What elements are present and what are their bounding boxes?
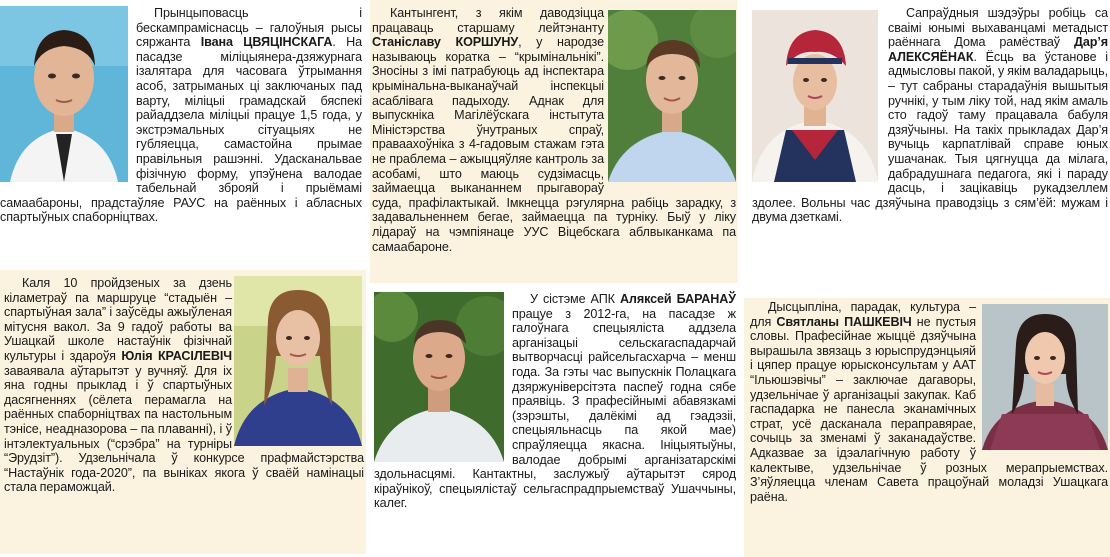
profile-text-yulia: Каля 10 пройдзеных за дзень кіламетраў па маршруце “стадыён – спартыўная зала” і заўсёды ажыўленая мітусня вакол. За 9 гадоў работы ва Ушацкай школе настаўнік фізічнай культуры і здароўя Юлія КРАСІЛЕВІЧ заваявала аўтарытэт у вучняў. Для іх яна годны прыклад і ў спартыўных дасягненнях (сёлета перамагла на раённых спаборніцтвах па настольным тэнісе, неадназорова – па плаванні), і ў інтэлектуальных (“срэбра” на турніры “Эрудзіт”). Удзельнічала ў конкурсе прафмайстэрства “Настаўнік года-2020”, па выніках якога ў сваёй намінацыі стала пераможцай. <box>4 276 364 495</box>
person-name: Івана ЦВЯЦІНСКАГА <box>200 35 333 50</box>
profile-text-darya: Сапраўдныя шэдэўры робіць са сваімі юнымі выхаванцамі метадыст раённага Дома рамёстваў Дар’я АЛЕКСЯЁНАК. Ёсць ва ўстанове і адмысловы пакой, у якім валадарыць, – тут сабраны старадаўнія вышытыя ручнікі, у тым ліку той, над якім амаль сто гадоў таму працавала бабуля дзяўчыны. На такіх прыкладах Дар’я вучыць карпатлівай справе юных ушачанак. Тыя цягнуцца да мілага, дабрадушнага педагога, які і параду дасць, і зацікавіць рукадзеллем здолее. Вольны час дзяўчына праводзіць з сям’ёй: мужам і двума дзеткамі. <box>752 6 1108 225</box>
profile-yulia <box>0 270 366 554</box>
profile-text-aliaksei: У сістэме АПК Аляксей БАРАНАЎ працуе з 2012-га, на пасадзе ж галоўнага спецыяліста аддзела арганізацыі сельскагаспадарчай вытворчасці райсельгасхарча – менш года. За гэты час выпускнік Полацкага дзяржуніверсітэта паспеў годна сябе праявіць. З прафесійнымі абавязкамі (зэрэшты, далёкімі ад гэадэзіі, спецыяльнасць па якой мае) спраўляецца якасна. Ініцыятыўны, валодае добрымі арганізатарскімі здольнасцямі. Кантактны, заслужыў аўтарытэт сярод кіраўнікоў, спецыялістаў сельгаспрадпрыемстваў Ушаччыны, калег. <box>374 292 736 511</box>
profile-text-stanislau: Кантынгент, з якім даводзіцца працаваць старшаму лейтэнанту Станіславу КОРШУНУ, у народзе называюць коратка – “крымінальнікі”. Зносіны з імі патрабуюць ад інспектара крымінальна-выканаўчай інспекцыі асаблівага падыходу. Аднак для выпускніка Магілёўскага інстытута Міністэрства ўнутраных спраў, праваахоўніка з 4-гадовым стажам гэта не праблема – ажыццяўляе кантроль за асобамі, што маюць судзімасць, займаецца выкананнем прыгавораў суда, прафілактыкай. Імкнецца рэгулярна рабіць зарадку, з задавальненнем бегае, займаецца па турніку. Быў у ліку лідараў на чэмпіянаце УУС Віцебскага аблвыканкама па самаабароне. <box>372 6 736 254</box>
profile-stanislau <box>370 0 738 283</box>
person-name: Святланы ПАШКЕВІЧ <box>776 314 912 329</box>
profile-sviatlana <box>744 298 1110 557</box>
person-name: Аляксей БАРАНАЎ <box>619 292 736 306</box>
profile-text-sviatlana: Дысцыпліна, парадак, культура – для Святланы ПАШКЕВІЧ не пустыя словы. Прафесійнае жыццё дзяўчына вырашыла звязаць з юрыспрудэнцыяй і цяпер працуе юрысконсультам у ААТ “Ільюшэвічы” – заключае дагаворы, удзельнічае ў арганізацыі закупак. Каб гаспадарка не панесла эканамічных страт, усё дасканала пераправярае, сочыць за зменамі ў заканадаўстве. Адказвае за ідэалагічную работу ў калектыве, удзельнічае ў розных мерапрыемствах. З’яўляецца членам Савета працоўнай моладзі Ушацкага раёна. <box>750 300 1108 504</box>
profile-text-ivan: Прынцыповасць і бескампрамiснасць – галоўныя рысы сяржанта Івана ЦВЯЦІНСКАГА. На пасадзе міліцыянера-дзяжурнага ізалятара для часовага ўтрымання асоб, затрыманых ці заключаных пад варту, міліцыі грамадскай бяспекі райаддзела міліцыі працуе 1,5 года, у экстрэмальных сітуацыях не губляецца, самастойна прымае правільныя рашэнні. Удасканальвае фізічную форму, упэўнена валодае табельнай зброяй і прыёмамі самаабароны, прадстаўляе РАУС на раённых і абласных спартыўных спаборніцтвах. <box>0 6 362 225</box>
person-name: Станіславу КОРШУНУ <box>372 35 519 50</box>
profile-ivan <box>0 0 366 240</box>
profile-aliaksei <box>370 286 740 557</box>
profile-darya <box>744 0 1110 283</box>
person-name: Дар’я АЛЕКСЯЁНАК <box>888 35 1108 64</box>
person-name: Юлія КРАСІЛЕВІЧ <box>121 348 232 363</box>
